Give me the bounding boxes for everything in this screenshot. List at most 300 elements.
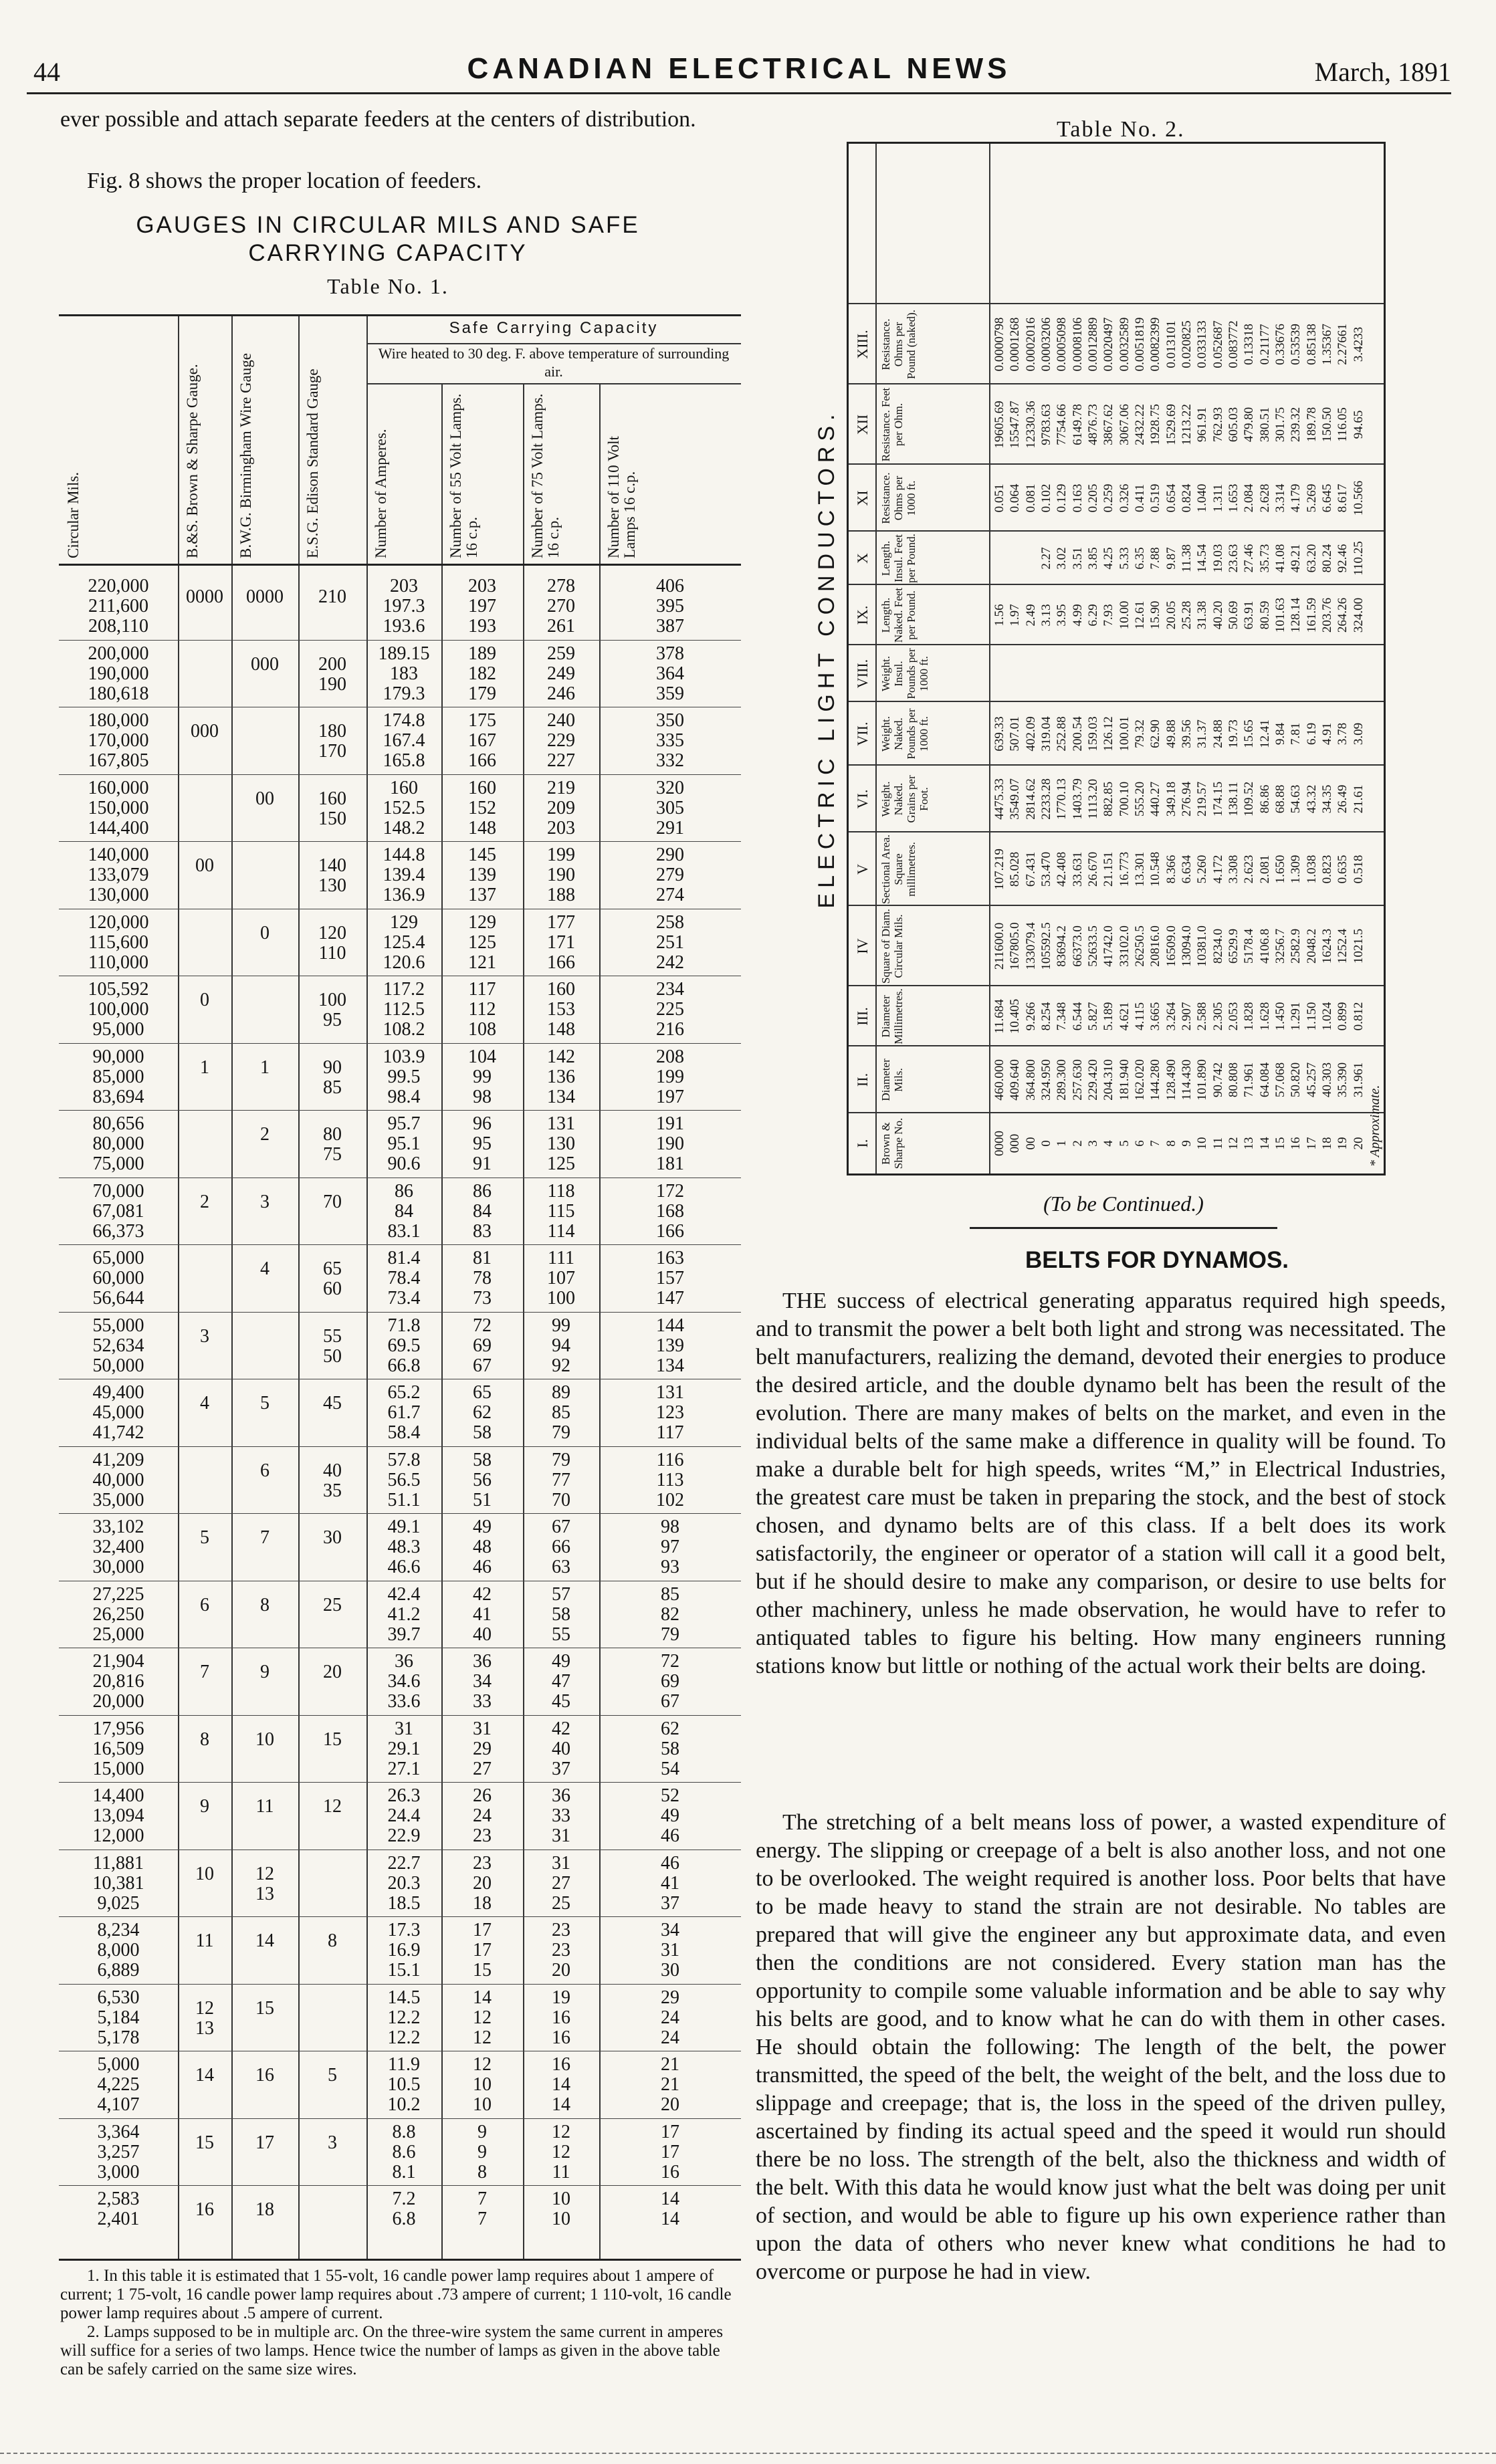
table2-cell: 10.405 [1008, 998, 1023, 1034]
table2-cell: 0.051 [992, 483, 1006, 513]
table2-cell: 229.420 [1086, 1059, 1100, 1101]
table2-footnote: * Approximate. [1368, 1085, 1382, 1167]
table2-cell: 1529.69 [1164, 404, 1178, 445]
page-number: 44 [33, 57, 60, 87]
table2-cell: 3256.7 [1273, 928, 1287, 964]
table1-cell-v110: 85 82 79 [661, 1583, 679, 1645]
table1-row-separator [59, 1782, 741, 1783]
table2-cell: 150.50 [1320, 407, 1334, 443]
table1-cell-bs: 10 [195, 1863, 214, 1884]
table2-cell: 161.59 [1304, 597, 1319, 633]
table1-cell-mils: 160,000 150,000 144,400 [88, 777, 149, 838]
table1-col-header: Number of 55 Volt Lamps. 16 c.p. [447, 393, 480, 558]
table1-cell-amp: 174.8 167.4 165.8 [383, 710, 425, 771]
table2-col-header: Length. Insul. Feet per Pound. [879, 534, 918, 583]
table2-cell: 324.950 [1039, 1059, 1053, 1101]
table2-cell: 700.10 [1117, 781, 1132, 817]
table2-cell: 49.21 [1289, 544, 1303, 573]
table2-cell: 128.490 [1164, 1059, 1178, 1101]
table1-cell-amp: 31 29.1 27.1 [387, 1718, 421, 1779]
table2-cell: 162.020 [1133, 1059, 1147, 1101]
table1-cell-mils: 70,000 67,081 66,373 [92, 1180, 144, 1242]
table2-cell: 39.56 [1180, 719, 1194, 748]
table1-cell-v55: 86 84 83 [473, 1180, 492, 1242]
table2-cell: 0.21177 [1257, 324, 1272, 365]
table2-cell: 0.0032589 [1117, 317, 1132, 372]
table2-cell: 17 [1304, 1137, 1319, 1150]
table1-cell-v75: 89 85 79 [552, 1382, 570, 1443]
table1-cell-v55: 42 41 40 [473, 1583, 492, 1645]
table2-cell: 2233.28 [1039, 778, 1053, 820]
table1-cell-mils: 17,956 16,509 15,000 [92, 1718, 144, 1779]
table1-cell-bs: 00 [195, 855, 214, 876]
table2-cell: 0.85138 [1304, 324, 1319, 365]
table2-cell: 80.808 [1226, 1062, 1241, 1098]
safe-capacity-subheader: Wire heated to 30 deg. F. above temperature of surrounding air. [378, 345, 730, 380]
page-header [27, 52, 1451, 94]
table2-cell: 301.75 [1273, 407, 1287, 443]
table2-cell: 2.623 [1242, 855, 1257, 884]
table1-row-group [59, 1716, 741, 1784]
table2-cell: 50.820 [1289, 1062, 1303, 1098]
table2-cell: 5.827 [1086, 1002, 1100, 1031]
table2-cell: 18 [1320, 1137, 1334, 1150]
table1-cell-bs: 15 [195, 2132, 214, 2153]
table2-cell: 40.20 [1210, 600, 1225, 630]
table2-row-rule [989, 144, 990, 1173]
table1-cell-bwg: 6 [260, 1460, 270, 1481]
table2-cell: 80.24 [1320, 544, 1334, 573]
table2-cell: 109.52 [1242, 781, 1257, 817]
table2-col-number: IV [854, 938, 871, 954]
table1-cell-bs: 8 [200, 1728, 209, 1750]
table2-cell: 1113.20 [1086, 778, 1100, 820]
table1-cell-v55: 129 125 121 [468, 911, 496, 973]
table2-col-number: II. [854, 1073, 871, 1087]
table2-cell: 9.84 [1273, 722, 1287, 746]
table2-cell: 12 [1226, 1137, 1241, 1150]
table2-cell: 3.314 [1273, 483, 1287, 513]
table1-label: Table No. 1. [327, 274, 449, 298]
note-2: 2. Lamps supposed to be in multiple arc. On the three-wire system the same current in amperes will suffice for a series of two lamps. Hence twice the number of lamps as given in the above table can be safely carried on the same size wires. [60, 2323, 724, 2378]
table1-cell-bwg: 5 [260, 1393, 270, 1414]
table2-col-header: Resistance. Feet per Ohm. [879, 387, 905, 462]
table2-title: ELECTRIC LIGHT CONDUCTORS. [814, 409, 839, 909]
table1-cell-bs: 12 13 [195, 1997, 214, 2039]
table2-cell: 45.257 [1304, 1062, 1319, 1098]
page-bottom-rule [0, 2453, 1496, 2454]
table2-cell: 0.411 [1133, 483, 1147, 513]
table1-cell-v75: 36 33 31 [552, 1785, 570, 1846]
table2-cell: 1213.22 [1180, 404, 1194, 445]
table2-cell: 9783.63 [1039, 404, 1053, 445]
table2-cell: 6.35 [1133, 547, 1147, 570]
table2-cell: 4.91 [1320, 722, 1334, 746]
table2-cell: 33102.0 [1117, 925, 1132, 967]
table1-cell-v110: 258 251 242 [656, 911, 684, 973]
table2-cell: 9 [1180, 1140, 1194, 1147]
table1-cell-v55: 160 152 148 [468, 777, 496, 838]
table1-cell-v110: 406 395 387 [656, 576, 684, 637]
table2-cell: 0.53539 [1289, 324, 1303, 365]
table2-cell: 2.27661 [1335, 324, 1350, 365]
table2-cell: 107.219 [992, 849, 1006, 890]
note-1: 1. In this table it is estimated that 1 55-volt, 16 candle power lamp requires about 1 ampere of current; 1 75-volt, 16 candle power lamp requires about .73 ampere of current; 1 110-volt, 16 candle power lamp requires about .5 ampere of current. [60, 2267, 732, 2322]
table2-col-number: I. [854, 1139, 871, 1148]
table1-cell-v55: 23 20 18 [473, 1852, 492, 1914]
table2-cell: 26.49 [1335, 784, 1350, 814]
table1-cell-v110: 144 139 134 [656, 1315, 684, 1376]
table2-cell: 6.19 [1304, 722, 1319, 746]
table2-cell: 144.280 [1148, 1059, 1163, 1101]
table1-cell-esg: 40 35 [323, 1460, 342, 1501]
table1-cell-amp: 49.1 48.3 46.6 [387, 1517, 421, 1577]
table2-cell: 0.129 [1055, 483, 1069, 513]
table2-cell: 0.654 [1164, 483, 1178, 513]
table2-cell: 7 [1148, 1140, 1163, 1147]
table2-cell: 324.00 [1351, 597, 1366, 633]
table2-cell: 0.0002016 [1023, 317, 1038, 372]
table1-col-header: E.S.G. Edison Standard Gauge [304, 368, 321, 558]
table2-cell: 83694.2 [1055, 925, 1069, 967]
table2-cell: 2.49 [1023, 604, 1038, 627]
table1-row-separator [59, 1312, 741, 1313]
table1-cell-esg: 70 [323, 1191, 342, 1212]
table2-cell: 62.90 [1148, 719, 1163, 748]
table1-cell-v110: 14 14 [661, 2189, 679, 2229]
table2-cell: 257.630 [1070, 1059, 1085, 1101]
gauge-table [59, 314, 741, 2261]
table2-cell: 10.00 [1117, 600, 1132, 630]
table2-cell: 31.961 [1351, 1062, 1366, 1098]
table2-cell: 639.33 [992, 716, 1006, 752]
table2-col-header: Weight. Insul. Pounds per 1000 ft. [879, 648, 930, 699]
table2-cell: 7.88 [1148, 547, 1163, 570]
table2-cell: 53.470 [1039, 851, 1053, 887]
table1-cell-esg: 3 [328, 2132, 337, 2153]
table2-cell: 211600.0 [992, 922, 1006, 970]
table2-cell: 0.33676 [1273, 324, 1287, 365]
table1-col-header: Number of Amperes. [372, 429, 389, 558]
table2-col-number: XI [854, 490, 871, 506]
table2-cell: 54.63 [1289, 784, 1303, 814]
table1-cell-v75: 118 115 114 [547, 1180, 575, 1242]
table2-cell: 12.61 [1133, 600, 1147, 630]
table1-cell-mils: 21,904 20,816 20,000 [92, 1651, 144, 1712]
table2-cell: 33.631 [1070, 851, 1085, 887]
table1-cell-v110: 98 97 93 [661, 1517, 679, 1577]
table1-cell-mils: 14,400 13,094 12,000 [92, 1785, 144, 1846]
table2-cell: 35.390 [1335, 1062, 1350, 1098]
table1-row-separator [59, 2118, 741, 2119]
table1-row-separator [59, 1513, 741, 1514]
table1-cell-mils: 49,400 45,000 41,742 [92, 1382, 144, 1443]
table1-col-header: Circular Mils. [65, 471, 82, 558]
table2-cell: 71.961 [1242, 1062, 1257, 1098]
table2-cell: 20 [1351, 1137, 1366, 1150]
table2-cell: 219.57 [1195, 781, 1210, 817]
table1-cell-mils: 220,000 211,600 208,110 [88, 576, 149, 637]
table2-cell: 15.90 [1148, 600, 1163, 630]
table2-cell: 4.25 [1101, 547, 1116, 570]
table1-cell-esg: 8 [328, 1930, 337, 1951]
table1-cell-bwg: 000 [251, 653, 279, 675]
table1-cell-amp: 26.3 24.4 22.9 [387, 1785, 421, 1846]
table1-cell-amp: 14.5 12.2 12.2 [387, 1987, 421, 2048]
table1-cell-v75: 177 171 166 [547, 911, 575, 973]
table1-cell-v55: 36 34 33 [473, 1651, 492, 1712]
table1-cell-v110: 290 279 274 [656, 845, 684, 905]
table2-cell: 19.73 [1226, 719, 1241, 748]
table2-cell: 0.0000798 [992, 317, 1006, 372]
table2-cell: 2.588 [1195, 1002, 1210, 1031]
table2-cell: 276.94 [1180, 781, 1194, 817]
table2-cell: 11.684 [992, 999, 1006, 1034]
table1-cell-mils: 2,583 2,401 [97, 2189, 140, 2229]
table2-cell: 6.544 [1070, 1002, 1085, 1031]
table2-cell: 2.053 [1226, 1002, 1241, 1031]
table2-cell: 35.73 [1257, 544, 1272, 573]
table2-cell: 1928.75 [1148, 404, 1163, 445]
table2-cell: 10381.0 [1195, 925, 1210, 967]
table1-cell-v110: 191 190 181 [656, 1113, 684, 1174]
table2-cell: 0.020825 [1180, 320, 1194, 368]
table2-cell: 64.084 [1257, 1062, 1272, 1098]
table1-cell-amp: 103.9 99.5 98.4 [383, 1046, 425, 1107]
table2-cell: 3867.62 [1101, 404, 1116, 445]
table2-cell: 7.81 [1289, 722, 1303, 746]
table1-row-group [59, 641, 741, 709]
table1-cell-esg: 15 [323, 1728, 342, 1750]
table1-cell-esg: 100 95 [318, 990, 346, 1030]
table1-cell-bs: 11 [195, 1930, 214, 1951]
table1-row-separator [59, 1916, 741, 1917]
table2-cell: 961.91 [1195, 407, 1210, 443]
table2-cell: 9.266 [1023, 1002, 1038, 1031]
table2-cell: 16.773 [1117, 851, 1132, 887]
table2-cell: 3.02 [1055, 547, 1069, 570]
table1-cell-v55: 72 69 67 [473, 1315, 492, 1376]
table2-cell: 0.0012889 [1086, 317, 1100, 372]
table2-cell: 13.301 [1133, 851, 1147, 887]
table1-cell-v110: 234 225 216 [656, 979, 684, 1040]
table2-cell: 3.78 [1335, 722, 1350, 746]
table2-cell: 2.081 [1257, 855, 1272, 884]
table1-cell-mils: 11,881 10,381 9,025 [92, 1852, 144, 1914]
table1-row-group [59, 1111, 741, 1179]
table2-cell: 2 [1070, 1140, 1085, 1147]
table2-cell: 3.4233 [1351, 326, 1366, 362]
table2-cell: 2432.22 [1133, 404, 1147, 445]
table1-cell-mils: 80,656 80,000 75,000 [92, 1113, 144, 1174]
table2-col-header: Square of Diam. Circular Mils. [879, 909, 905, 984]
table1-col-header: B.W.G. Birmingham Wire Gauge [237, 353, 254, 558]
table2-cell: 34.35 [1320, 784, 1334, 814]
table2-col-header: Brown & Sharpe No. [879, 1117, 905, 1169]
table2-cell: 12330.36 [1023, 401, 1038, 449]
table2-col-number: X [854, 553, 871, 564]
table2-cell: 6149.78 [1070, 404, 1085, 445]
table2-cell: 364.800 [1023, 1059, 1038, 1101]
table1-row-group [59, 1044, 741, 1112]
table1-cell-bwg: 15 [255, 1997, 274, 2019]
table2-cell: 85.028 [1008, 851, 1023, 887]
table2-cell: 3549.07 [1008, 778, 1023, 820]
table1-cell-v55: 96 95 91 [473, 1113, 492, 1174]
table1-cell-v110: 34 31 30 [661, 1920, 679, 1981]
table2-cell: 167805.0 [1008, 922, 1023, 970]
table2-cell: 1.309 [1289, 855, 1303, 884]
table2-cell: 114.430 [1180, 1059, 1194, 1101]
table2-cell: 0.013101 [1164, 320, 1178, 368]
table2-cell: 3.85 [1086, 547, 1100, 570]
table1-cell-bs: 000 [191, 721, 219, 742]
table2-cell: 43.32 [1304, 784, 1319, 814]
table2-cell: 3 [1086, 1140, 1100, 1147]
table2-cell: 2.907 [1180, 1002, 1194, 1031]
table1-cell-v75: 111 107 100 [547, 1248, 575, 1309]
table1-cell-esg: 80 75 [323, 1124, 342, 1165]
table2-cell: 116.05 [1335, 407, 1350, 442]
table1-cell-v110: 52 49 46 [661, 1785, 679, 1846]
table2-cell: 6 [1133, 1140, 1147, 1147]
table1-row-group [59, 2052, 741, 2120]
table2-cell: 14 [1257, 1137, 1272, 1150]
table1-row-group [59, 776, 741, 843]
table2-cell: 0000 [992, 1131, 1006, 1156]
table2-cell: 1.56 [992, 604, 1006, 627]
table2-cell: 19.03 [1210, 544, 1225, 573]
table1-cell-bs: 2 [200, 1191, 209, 1212]
table2-cell: 67.431 [1023, 851, 1038, 887]
table2-cell: 2582.9 [1289, 928, 1303, 964]
table1-cell-esg: 90 85 [323, 1056, 342, 1098]
table2-cell: 86.86 [1257, 784, 1272, 814]
table2-cell: 26250.5 [1133, 925, 1147, 967]
table1-row-separator [59, 1984, 741, 1985]
table1-cell-v110: 378 364 359 [656, 643, 684, 704]
table2-cell: 8.254 [1039, 1002, 1053, 1031]
table1-cell-v75: 49 47 45 [552, 1651, 570, 1712]
table1-cell-bs: 14 [195, 2065, 214, 2086]
table2-cell: 11 [1210, 1137, 1225, 1150]
table1-row-group [59, 1851, 741, 1918]
table2-cell: 3.665 [1148, 1002, 1163, 1031]
table1-cell-amp: 11.9 10.5 10.2 [387, 2054, 421, 2115]
table1-col-header: Number of 75 Volt Lamps. 16 c.p. [529, 393, 562, 558]
table2-cell: 42.408 [1055, 851, 1069, 887]
table2-cell: 20.05 [1164, 600, 1178, 630]
table1-cell-esg: 180 170 [318, 721, 346, 762]
table2-cell: 0.518 [1351, 855, 1366, 884]
table1-heading: GAUGES IN CIRCULAR MILS AND SAFE CARRYING CAPACITY [136, 212, 640, 266]
table2-cell: 1021.5 [1351, 928, 1366, 964]
table2-cell: 21.151 [1101, 851, 1116, 887]
table2-cell: 8 [1164, 1140, 1178, 1147]
table1-cell-v110: 29 24 24 [661, 1987, 679, 2048]
table2-cell: 12.41 [1257, 719, 1272, 748]
table2-cell: 0 [1039, 1140, 1053, 1147]
table2-cell: 1.450 [1273, 1002, 1287, 1031]
table2-cell: 2.084 [1242, 483, 1257, 513]
table2-cell: 319.04 [1039, 716, 1053, 752]
table1-cell-bwg: 8 [260, 1594, 270, 1615]
table1-row-separator [59, 1244, 741, 1245]
table2-cell: 20816.0 [1148, 925, 1163, 967]
table2-cell: 7.93 [1101, 604, 1116, 627]
table1-cell-amp: 95.7 95.1 90.6 [387, 1113, 421, 1174]
table2-cell: 0.259 [1101, 483, 1116, 513]
table1-cell-esg: 210 [318, 586, 346, 607]
intro-paragraph: ever possible and attach separate feeders at the centers of distribution. [60, 107, 696, 132]
table1-cell-v110: 208 199 197 [656, 1046, 684, 1107]
table1-row-separator [59, 1446, 741, 1447]
table1-cell-bs: 16 [195, 2199, 214, 2220]
table2-cell: 4106.8 [1257, 928, 1272, 964]
table2-cell: 0.635 [1335, 855, 1350, 884]
table1-row-group [59, 574, 741, 641]
table2-cell: 0.0082399 [1148, 317, 1163, 372]
table2-cell: 174.15 [1210, 781, 1225, 817]
table2-cell: 4.115 [1133, 1002, 1147, 1031]
article-paragraph-2: The stretching of a belt means loss of power, a wasted expenditure of energy. The slipping or creepage of a belt is also another loss, and not one to be overlooked. The weight required is another loss. Poor belts that have to be made heavy to stand the strain are not desirable. No tables are prepared that will give the engineer any but approximate data, and even then the conditions are not considered. Every station man has the opportunity to compile some valuable information and be able to say why his belts are good, and to know what he can do with them in other cases. He should obtain the following: The length of the belt, the power transmitted, the speed of the belt, the weight of the belt, and the loss due to slippage and creepage; that is, the loss in the speed of the driven pulley, ascertained by finding its actual speed and the speed it would run should there be no loss. The strength of the belt, also the thickness and width of the belt. With this data he would know just what the belt was doing per unit of section, and would be able to figure up his own experience rather than upon the data of others who never knew what conditions he had to overcome or purpose he had in view. [756, 1810, 1446, 2284]
table2-cell: 239.32 [1289, 407, 1303, 443]
table1-row-group [59, 1179, 741, 1246]
table2-cell: 110.25 [1351, 541, 1366, 576]
table2-cell: 1.828 [1242, 1002, 1257, 1031]
table1-cell-bs: 7 [200, 1662, 209, 1682]
table1-cell-mils: 41,209 40,000 35,000 [92, 1449, 144, 1510]
table2-cell: 5 [1117, 1140, 1132, 1147]
table1-cell-amp: 65.2 61.7 58.4 [387, 1382, 421, 1443]
table1-cell-esg: 55 50 [323, 1325, 342, 1367]
table1-cell-v55: 26 24 23 [473, 1785, 492, 1846]
table2-cell: 66373.0 [1070, 925, 1085, 967]
table2-col-header: Weight. Naked. Pounds per 1000 ft. [879, 708, 930, 760]
table2-cell: 27.46 [1242, 544, 1257, 573]
table2-cell: 6529.9 [1226, 928, 1241, 964]
table2-cell: 10.566 [1351, 480, 1366, 516]
table2-cell: 4.99 [1070, 604, 1085, 627]
table2-cell: 0.0008106 [1070, 317, 1085, 372]
table2-cell: 000 [1008, 1133, 1023, 1153]
table2-cell: 11.38 [1180, 544, 1194, 573]
table2-col-header: Length. Naked. Feet per Pound. [879, 587, 918, 643]
table2-cell: 14.54 [1195, 544, 1210, 573]
table2-cell: 100.01 [1117, 716, 1132, 752]
table1-cell-v75: 67 66 63 [552, 1517, 570, 1577]
article-paragraph-1: THE success of electrical generating apparatus required high speeds, and to transmit the power a belt both light and strong was necessitated. The belt manufacturers, realizing the demand, devoted their energies to produce the desired article, and the double dynamo belt has been the result of the evolution. There are many makes of belts on the market, and even in the individual belts of the same make a difference in quality will be found. To make a durable belt for high speeds, writes “M,” in Electrical Industries, the greatest care must be taken in preparing the stock, and the best of stock chosen, and dynamo belts are of this class. If a belt does its work satisfactorily, the engineer or operator of a station will call it a good belt, but if he should desire to make any comparison, or desire to use belts for other machinery, unless he made observation, he would have to refer to antiquated tables to figure his belting. How many engineers running stations know but little or nothing of the actual work their belts are doing. [756, 1289, 1446, 1678]
table1-row-group [59, 708, 741, 776]
table2-cell: 40.303 [1320, 1062, 1334, 1098]
safe-capacity-header: Safe Carrying Capacity [449, 319, 659, 337]
table2-cell: 90.742 [1210, 1062, 1225, 1098]
table1-cell-mils: 3,364 3,257 3,000 [97, 2121, 140, 2182]
table1-cell-v75: 142 136 134 [547, 1046, 575, 1107]
table2-cell: 0.205 [1086, 483, 1100, 513]
table2-cell: 289.300 [1055, 1059, 1069, 1101]
table1-cell-esg: 45 [323, 1393, 342, 1414]
table2-cell: 264.26 [1335, 597, 1350, 633]
table2-cell: 5.260 [1195, 855, 1210, 884]
table2-cell: 4.179 [1289, 483, 1303, 513]
table2-cell: 159.03 [1086, 716, 1100, 752]
table2-cell: 507.01 [1008, 716, 1023, 752]
table2-cell: 0.812 [1351, 1002, 1366, 1031]
table2-cell: 63.91 [1242, 600, 1257, 630]
table2-cell: 13094.0 [1180, 925, 1194, 967]
table2-cell: 1.150 [1304, 1002, 1319, 1031]
